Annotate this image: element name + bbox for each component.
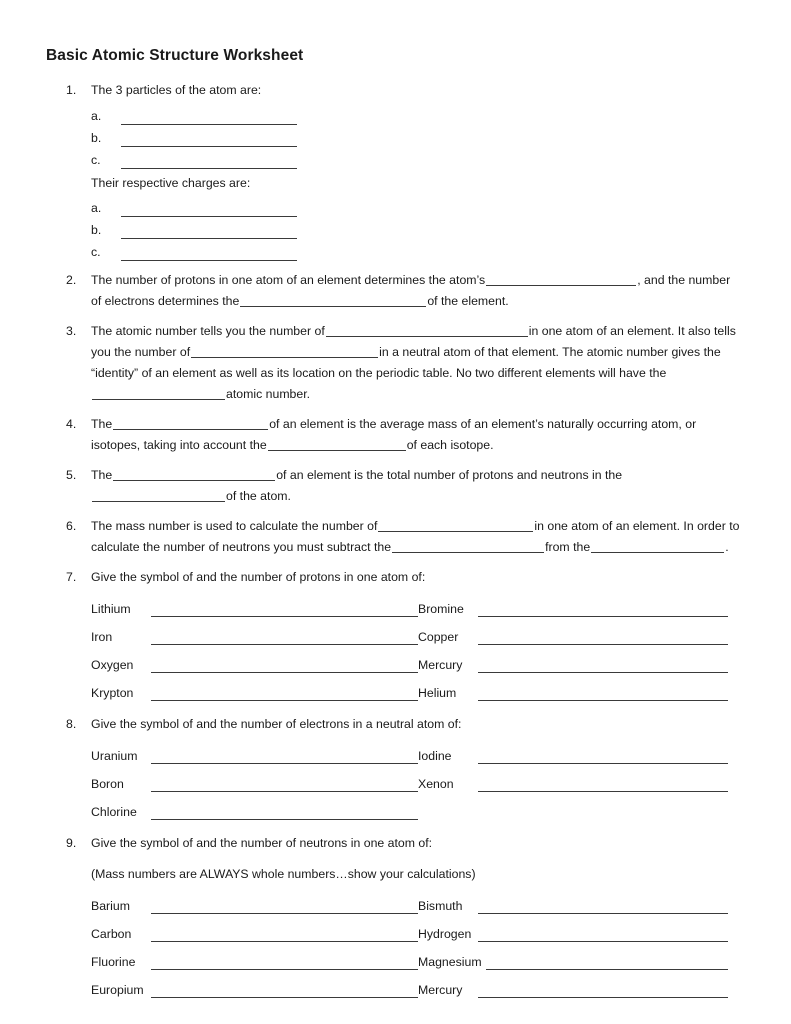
- q3-segment-1: The atomic number tells you the number of: [91, 324, 325, 338]
- element-answer-blank[interactable]: [486, 957, 728, 970]
- element-entry-helium: [418, 686, 728, 701]
- q5-segment-2: of an element is the total number of protons and neutrons in the: [276, 468, 623, 482]
- q2-blank-2[interactable]: [240, 293, 426, 307]
- element-label: Krypton: [91, 686, 134, 700]
- particle-label-b: b.: [91, 131, 102, 145]
- element-entry-xenon: [418, 777, 728, 792]
- q3-blank-1[interactable]: [326, 323, 528, 337]
- element-entry-chlorine: [91, 805, 418, 820]
- question-prompt-7: Give the symbol of and the number of protons in one atom of:: [91, 570, 426, 584]
- question-text-4: [91, 414, 741, 456]
- element-answer-blank[interactable]: [151, 604, 418, 617]
- element-row: [91, 658, 741, 673]
- particle-label-c: c.: [91, 153, 101, 167]
- element-label: Lithium: [91, 602, 131, 616]
- charge-row-a: [91, 199, 741, 217]
- page-title: Basic Atomic Structure Worksheet: [46, 47, 304, 64]
- element-row: [91, 927, 741, 942]
- element-answer-blank[interactable]: [478, 985, 728, 998]
- charge-label-c: c.: [91, 245, 101, 259]
- element-entry-carbon: [91, 927, 418, 942]
- element-label: Hydrogen: [418, 927, 472, 941]
- q3-segment-2: in one atom of an element. It also tells you the number of: [91, 324, 736, 359]
- element-answer-blank[interactable]: [151, 929, 418, 942]
- question-text-2: [91, 270, 741, 312]
- element-label: Europium: [91, 983, 144, 997]
- element-entry-mercury: [418, 658, 728, 673]
- q2-segment-3: of the element.: [427, 294, 509, 308]
- element-grid-8: [91, 749, 741, 820]
- question-note-9: (Mass numbers are ALWAYS whole numbers…show your calculations): [91, 867, 476, 881]
- element-label: Mercury: [418, 658, 463, 672]
- element-answer-blank[interactable]: [151, 807, 418, 820]
- element-answer-blank[interactable]: [151, 632, 418, 645]
- question-item-1: [46, 80, 741, 261]
- q6-segment-1: The mass number is used to calculate the number of: [91, 519, 378, 533]
- q5-segment-3: of the atom.: [226, 489, 291, 503]
- element-answer-blank[interactable]: [478, 901, 728, 914]
- question-number-7: 7.: [66, 570, 77, 584]
- element-label: Boron: [91, 777, 124, 791]
- q2-segment-2: , and the number of electrons determines the: [91, 273, 731, 308]
- element-label: Oxygen: [91, 658, 134, 672]
- element-answer-blank[interactable]: [478, 660, 728, 673]
- q3-blank-2[interactable]: [191, 344, 378, 358]
- particle-row-c: [91, 151, 741, 169]
- question-text-3: [91, 321, 741, 405]
- particle-blank-b[interactable]: [121, 133, 297, 147]
- element-entry-oxygen: [91, 658, 418, 673]
- element-label: Fluorine: [91, 955, 136, 969]
- element-entry-fluorine: [91, 955, 418, 970]
- element-label: Magnesium: [418, 955, 482, 969]
- element-label: Bromine: [418, 602, 464, 616]
- q3-blank-3[interactable]: [92, 386, 225, 400]
- question-item-6: [46, 516, 741, 558]
- q3-segment-4: atomic number.: [226, 387, 311, 401]
- element-row: [91, 686, 741, 701]
- element-entry-boron: [91, 777, 418, 792]
- q3-segment-3: in a neutral atom of that element. The atomic number gives the “identity” of an element as well as its location on the periodic table. No two different elements will have the: [91, 345, 721, 380]
- element-entry-barium: [91, 899, 418, 914]
- element-label: Mercury: [418, 983, 463, 997]
- element-entry-hydrogen: [418, 927, 728, 942]
- element-entry-krypton: [91, 686, 418, 701]
- particle-blank-c[interactable]: [121, 155, 297, 169]
- q4-segment-1: The: [91, 417, 113, 431]
- q2-blank-1[interactable]: [486, 272, 636, 286]
- element-entry-iodine: [418, 749, 728, 764]
- element-answer-blank[interactable]: [151, 751, 418, 764]
- q4-segment-2: of an element is the average mass of an element’s naturally occurring atom, or isotopes, taking into account the: [91, 417, 697, 452]
- question-number-1: 1.: [66, 83, 77, 97]
- element-answer-blank[interactable]: [151, 660, 418, 673]
- question-prompt-1: The 3 particles of the atom are:: [91, 83, 262, 97]
- question-number-6: 6.: [66, 519, 77, 533]
- element-entry-lithium: [91, 602, 418, 617]
- element-label: Iron: [91, 630, 113, 644]
- question-prompt-8: Give the symbol of and the number of electrons in a neutral atom of:: [91, 717, 462, 731]
- element-row: [91, 899, 741, 914]
- charges-blanks: [91, 199, 741, 261]
- q6-blank-2[interactable]: [392, 539, 544, 553]
- q4-blank-2[interactable]: [268, 437, 406, 451]
- q6-blank-1[interactable]: [378, 518, 533, 532]
- element-answer-blank[interactable]: [151, 779, 418, 792]
- question-prompt-9: Give the symbol of and the number of neutrons in one atom of:: [91, 836, 433, 850]
- element-label: Uranium: [91, 749, 138, 763]
- element-row: [91, 630, 741, 645]
- question-item-3: [46, 321, 741, 405]
- particle-row-a: [91, 107, 741, 125]
- element-answer-blank[interactable]: [478, 751, 728, 764]
- particle-blank-a[interactable]: [121, 111, 297, 125]
- question-item-4: [46, 414, 741, 456]
- q2-segment-1: The number of protons in one atom of an element determines the atom’s: [91, 273, 486, 287]
- element-grid-7: [91, 602, 741, 701]
- element-row: [91, 749, 741, 764]
- q5-segment-1: The: [91, 468, 113, 482]
- element-answer-blank[interactable]: [478, 632, 728, 645]
- particles-blanks: [91, 107, 741, 169]
- question-text-5: [91, 465, 741, 507]
- element-answer-blank[interactable]: [478, 779, 728, 792]
- question-number-8: 8.: [66, 717, 77, 731]
- element-entry-bromine: [418, 602, 728, 617]
- element-grid-9: [91, 899, 741, 998]
- q4-segment-3: of each isotope.: [406, 438, 494, 452]
- element-entry-iron: [91, 630, 418, 645]
- charge-blank-b[interactable]: [121, 225, 297, 239]
- charge-label-b: b.: [91, 223, 102, 237]
- element-answer-blank[interactable]: [151, 901, 418, 914]
- element-answer-blank[interactable]: [478, 688, 728, 701]
- element-label: Bismuth: [418, 899, 463, 913]
- question-list: [46, 80, 741, 998]
- question-number-3: 3.: [66, 324, 77, 338]
- q6-segment-2: in one atom of an element. In order to calculate the number of neutrons you must subtract the: [91, 519, 740, 554]
- element-label: Iodine: [418, 749, 452, 763]
- element-answer-blank[interactable]: [151, 688, 418, 701]
- element-row: [91, 983, 741, 998]
- element-entry-mercury: [418, 983, 728, 998]
- element-entry-copper: [418, 630, 728, 645]
- charge-row-b: [91, 221, 741, 239]
- element-row: [91, 777, 741, 792]
- question-number-5: 5.: [66, 468, 77, 482]
- charge-blank-a[interactable]: [121, 203, 297, 217]
- element-entry-magnesium: [418, 955, 728, 970]
- element-entry-uranium: [91, 749, 418, 764]
- element-row: [91, 805, 741, 820]
- particle-label-a: a.: [91, 109, 102, 123]
- element-row: [91, 955, 741, 970]
- question-item-8: [46, 714, 741, 820]
- charge-blank-c[interactable]: [121, 247, 297, 261]
- particle-row-b: [91, 129, 741, 147]
- q5-blank-1[interactable]: [113, 467, 275, 481]
- question-item-5: [46, 465, 741, 507]
- question-item-7: [46, 567, 741, 701]
- charge-label-a: a.: [91, 201, 102, 215]
- q6-segment-3: from the: [545, 540, 591, 554]
- q4-blank-1[interactable]: [113, 416, 268, 430]
- element-label: Carbon: [91, 927, 132, 941]
- element-entry-bismuth: [418, 899, 728, 914]
- element-answer-blank[interactable]: [151, 985, 418, 998]
- element-label: Copper: [418, 630, 459, 644]
- element-label: Helium: [418, 686, 457, 700]
- element-label: Xenon: [418, 777, 454, 791]
- element-label: Barium: [91, 899, 130, 913]
- question-item-9: [46, 833, 741, 998]
- q6-segment-4: .: [725, 540, 729, 554]
- element-row: [91, 602, 741, 617]
- question-item-2: [46, 270, 741, 312]
- element-answer-blank[interactable]: [478, 604, 728, 617]
- charge-row-c: [91, 243, 741, 261]
- question-number-9: 9.: [66, 836, 77, 850]
- question-number-4: 4.: [66, 417, 77, 431]
- element-answer-blank[interactable]: [478, 929, 728, 942]
- element-answer-blank[interactable]: [151, 957, 418, 970]
- question-text-6: [91, 516, 741, 558]
- question-number-2: 2.: [66, 273, 77, 287]
- element-label: Chlorine: [91, 805, 137, 819]
- q6-blank-3[interactable]: [591, 539, 724, 553]
- q5-blank-2[interactable]: [92, 488, 225, 502]
- element-entry-europium: [91, 983, 418, 998]
- charges-prompt: Their respective charges are:: [91, 176, 251, 190]
